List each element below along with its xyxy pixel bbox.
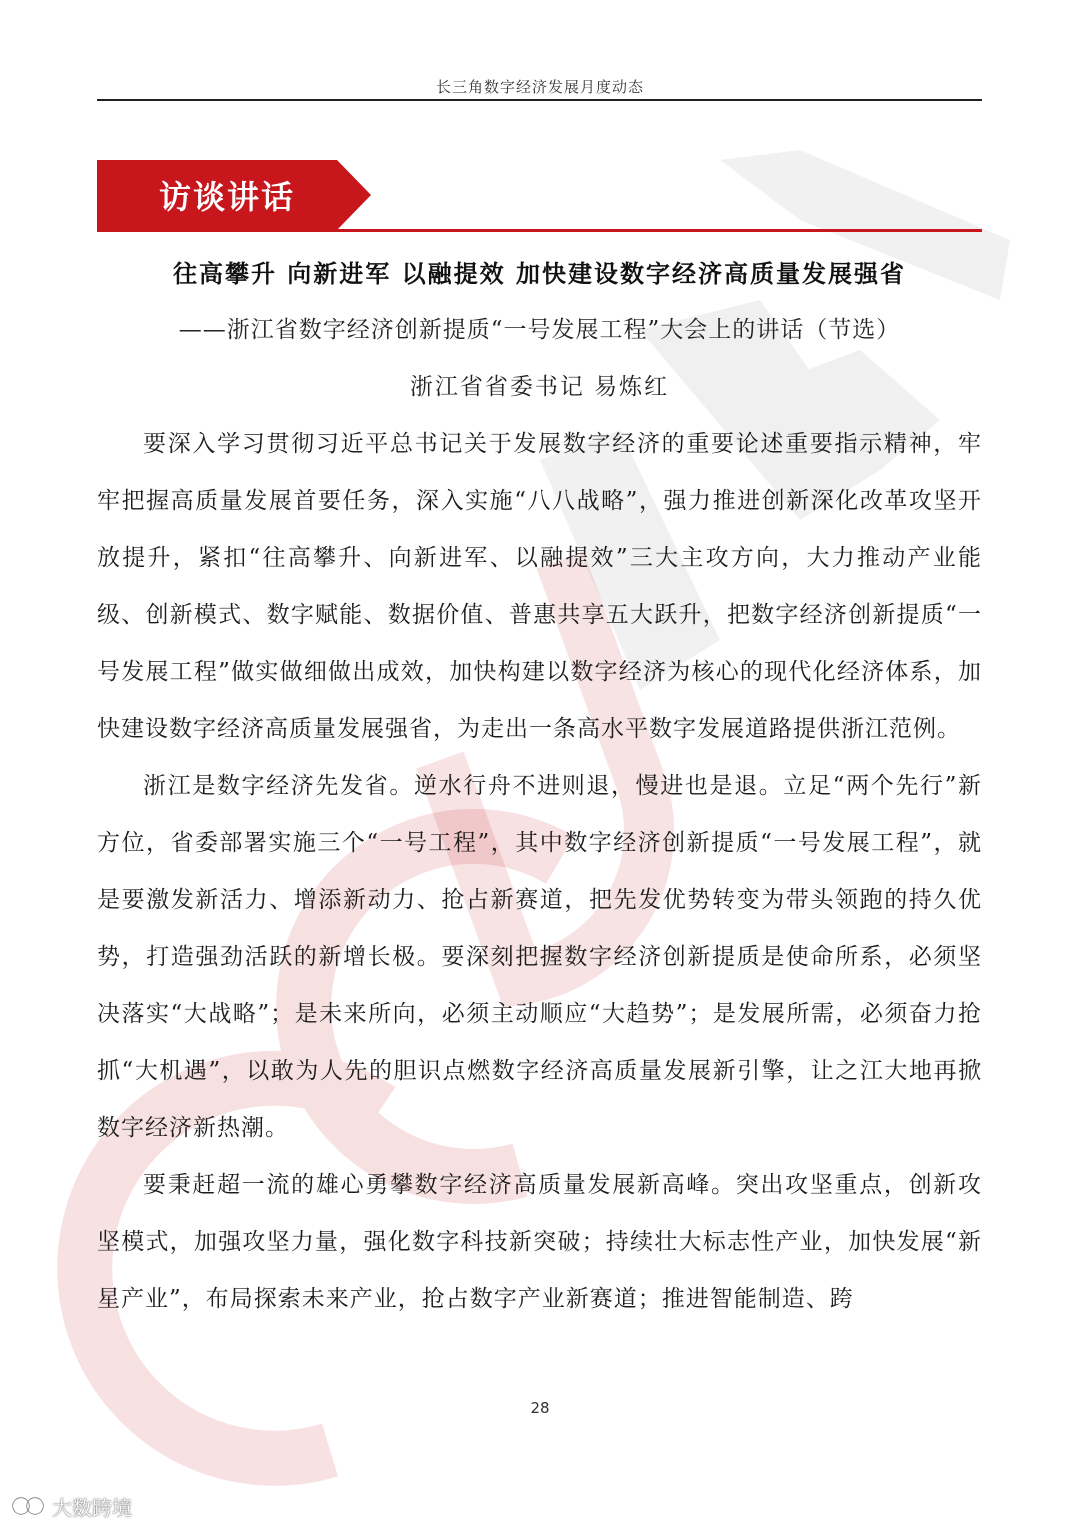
page-number: 28 (530, 1399, 550, 1417)
paragraph: 浙江是数字经济先发省。逆水行舟不进则退，慢进也是退。立足“两个先行”新方位，省委部署实施三个“一号工程”，其中数字经济创新提质“一号发展工程”，就是要激发新活力、增添新动力、抢占新赛道，把先发优势转变为带头领跑的持久优势，打造强劲活跃的新增长极。要深刻把握数字经济创新提质是使命所系，必须坚决落实“大战略”；是未来所向，必须主动顺应“大趋势”；是发展所需，必须奋力抢抓“大机遇”，以敢为人先的胆识点燃数字经济高质量发展新引擎，让之江大地再掀数字经济新热潮。 (97, 773, 982, 1141)
section-rule (97, 229, 982, 232)
article-body (97, 416, 982, 1328)
corner-brand-label: 大数跨境 (52, 1495, 132, 1520)
brand-logo-icon (12, 1495, 46, 1517)
section-title: 访谈讲话 (159, 178, 296, 216)
corner-brand (12, 1493, 132, 1519)
header-rule (97, 99, 982, 101)
paragraph: 要深入学习贯彻习近平总书记关于发展数字经济的重要论述重要指示精神，牢牢把握高质量发展首要任务，深入实施“八八战略”，强力推进创新深化改革攻坚开放提升，紧扣“往高攀升、向新进军、以融提效”三大主攻方向，大力推动产业能级、创新模式、数字赋能、数据价值、普惠共享五大跃升，把数字经济创新提质“一号发展工程”做实做细做出成效，加快构建以数字经济为核心的现代化经济体系，加快建设数字经济高质量发展强省，为走出一条高水平数字发展道路提供浙江范例。 (97, 431, 982, 742)
article-subtitle: ——浙江省数字经济创新提质“一号发展工程”大会上的讲话（节选） (178, 317, 901, 343)
article-title: 往高攀升 向新进军 以融提效 加快建设数字经济高质量发展强省 (172, 260, 907, 288)
running-header: 长三角数字经济发展月度动态 (435, 78, 644, 96)
section-banner (97, 160, 371, 230)
paragraph: 要秉赶超一流的雄心勇攀数字经济高质量发展新高峰。突出攻坚重点，创新攻坚模式，加强攻坚力量，强化数字科技新突破；持续壮大标志性产业，加快发展“新星产业”，布局探索未来产业，抢占数字产业新赛道；推进智能制造、跨 (97, 1172, 982, 1312)
article-author: 浙江省省委书记 易炼红 (409, 374, 670, 400)
